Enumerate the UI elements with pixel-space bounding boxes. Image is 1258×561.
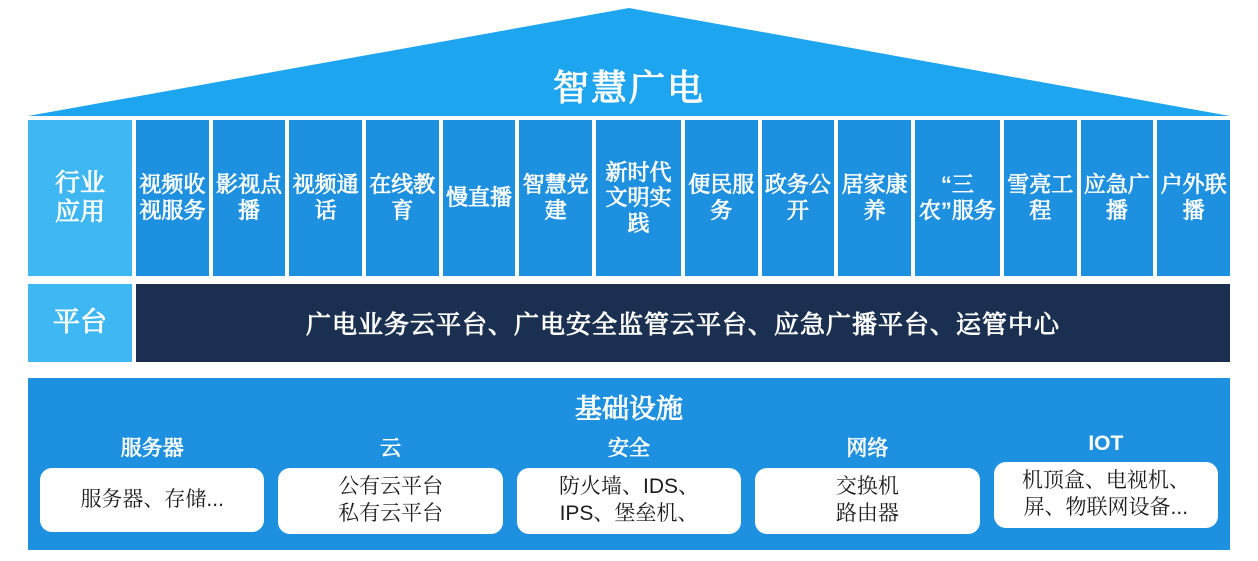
infrastructure-box[interactable] [994,462,1218,528]
infrastructure-box-line: 私有云平台 [338,501,444,525]
infrastructure-box[interactable] [278,468,502,534]
infrastructure-column-title: 网络 [846,437,889,460]
infrastructure-column-title: 云 [380,437,402,460]
infrastructure-box-line: 机顶盒、电视机、 [1021,469,1190,492]
infrastructure-box[interactable] [40,468,264,532]
applications-row [28,120,1230,276]
infrastructure-column [517,432,741,534]
infrastructure-box[interactable] [517,468,741,534]
infrastructure-box-line: 服务器、存储... [80,487,224,511]
infrastructure-columns [40,432,1218,534]
application-item[interactable]: 智慧党建 [519,120,592,276]
applications-label [28,120,132,276]
application-item[interactable]: 户外联播 [1157,120,1230,276]
platform-row [28,284,1230,362]
infrastructure-column-title: IOT [1088,432,1124,455]
infrastructure-box-line: 屏、物联网设备... [1023,495,1189,519]
infrastructure-column-title: 安全 [608,437,651,460]
infrastructure-box-line: 路由器 [835,501,899,525]
application-item[interactable]: 政务公开 [762,120,835,276]
applications-label-line-2: 应用 [54,198,105,226]
infrastructure-column [40,432,264,534]
infrastructure-box-line: 公有云平台 [338,475,444,498]
platform-content: 广电业务云平台、广电安全监管云平台、应急广播平台、运管中心 [136,284,1230,362]
infrastructure-box[interactable] [755,468,979,534]
application-item[interactable]: 慢直播 [443,120,516,276]
infrastructure-column [278,432,502,534]
application-item[interactable]: 视频收视服务 [136,120,209,276]
application-item[interactable]: 应急广播 [1081,120,1154,276]
infrastructure-box-line: 防火墙、IDS、 [559,475,700,498]
roof-section [28,8,1230,116]
applications-label-line-1: 行业 [54,168,105,197]
application-item[interactable]: 雪亮工程 [1004,120,1077,276]
application-item[interactable]: 在线教育 [366,120,439,276]
infrastructure-column [994,432,1218,534]
application-item[interactable]: 视频通话 [289,120,362,276]
application-item[interactable]: 影视点播 [213,120,286,276]
application-item[interactable]: 便民服务 [685,120,758,276]
application-item[interactable]: 新时代文明实践 [596,120,681,276]
application-item[interactable]: “三农”服务 [915,120,1000,276]
application-item[interactable]: 居家康养 [838,120,911,276]
infrastructure-column [755,432,979,534]
platform-label: 平台 [28,284,132,362]
applications-list [136,120,1230,276]
infrastructure-box-line: IPS、堡垒机、 [559,501,699,525]
infrastructure-column-title: 服务器 [120,437,184,460]
roof-title: 智慧广电 [552,67,705,108]
infrastructure-section [28,378,1230,550]
infrastructure-title: 基础设施 [575,394,683,424]
infrastructure-box-line: 交换机 [835,475,899,498]
